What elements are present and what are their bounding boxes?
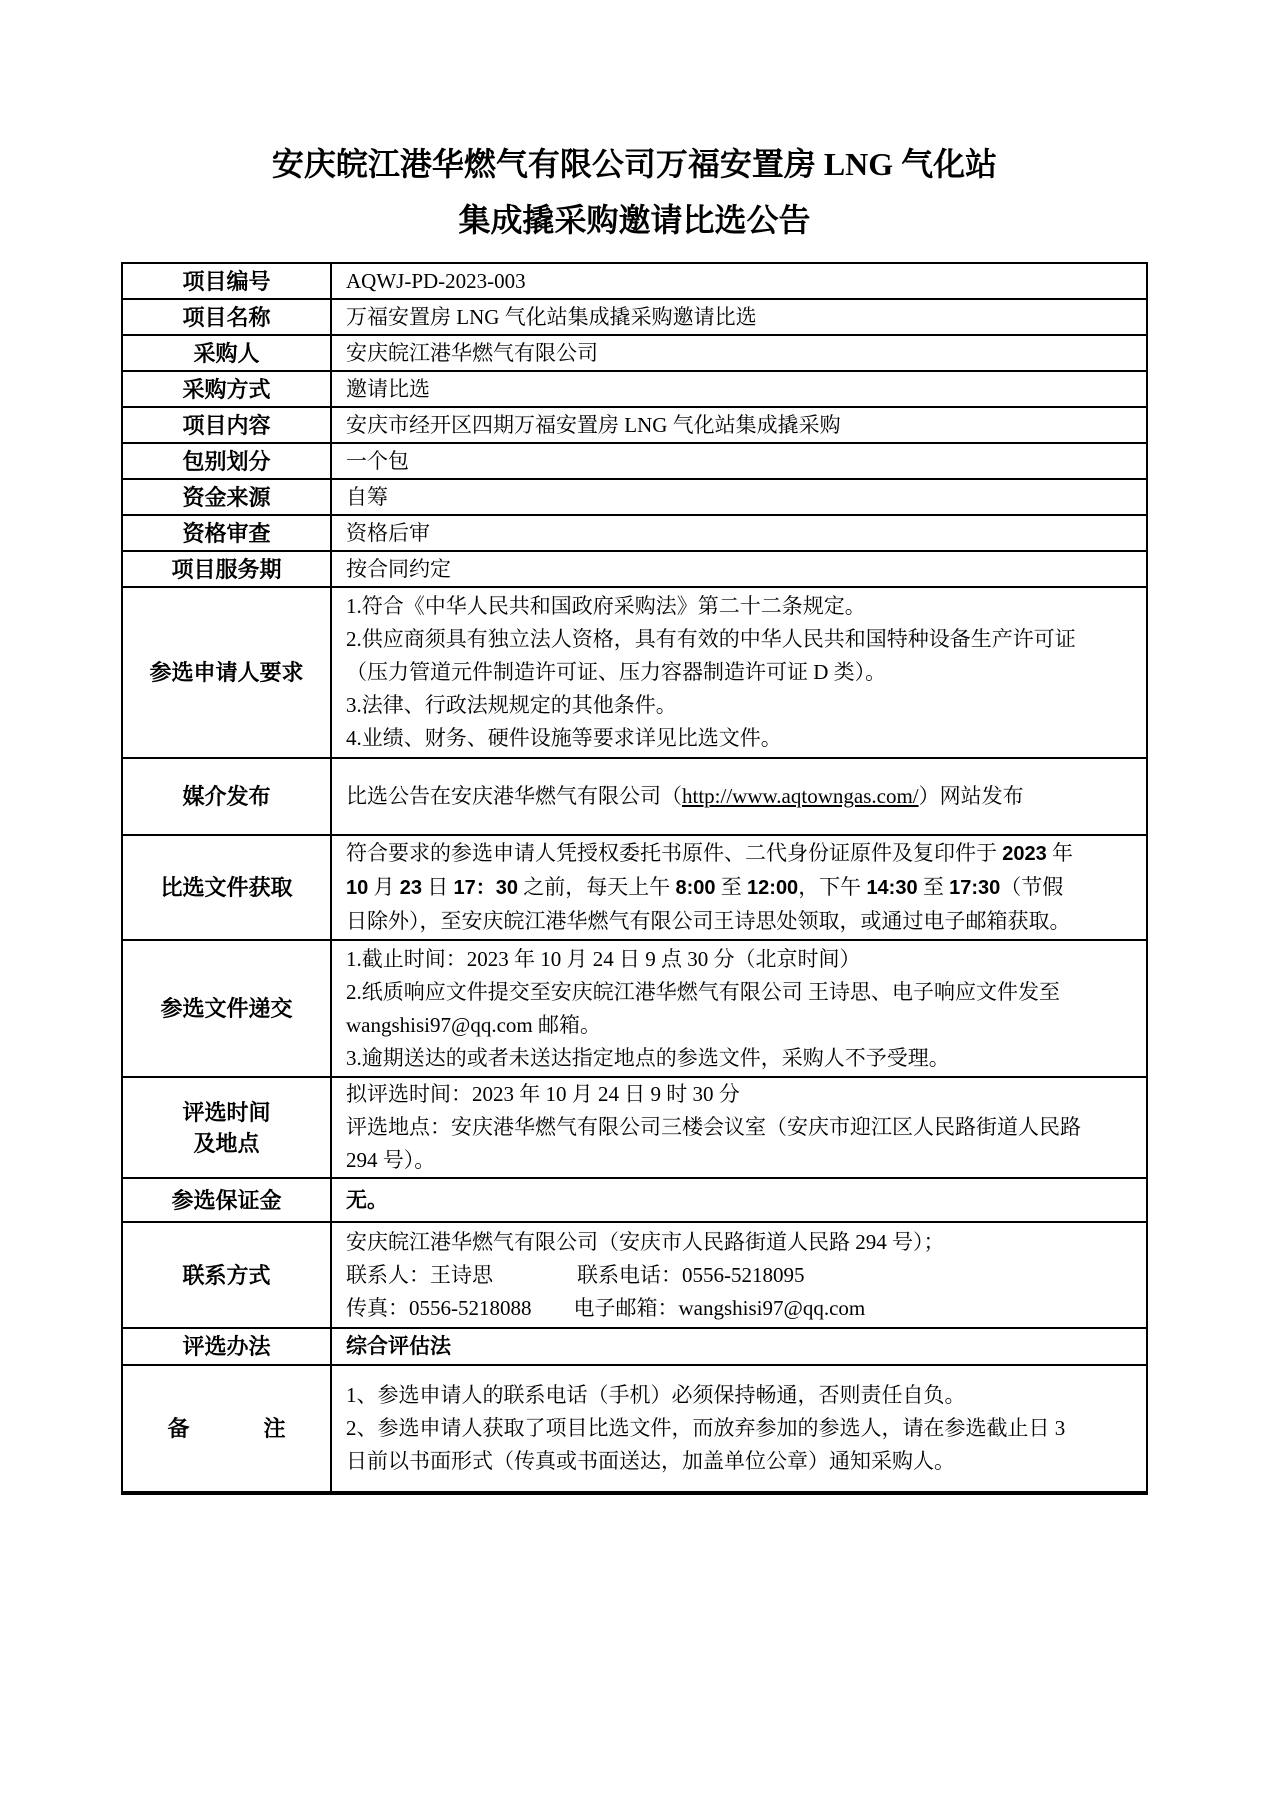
row-content <box>332 264 1146 298</box>
row-label: 参选文件递交 <box>123 941 332 1076</box>
content-line: 2、参选申请人获取了项目比选文件，而放弃参加的参选人，请在参选截止日 3 <box>346 1416 1066 1440</box>
row-label: 评选时间 及地点 <box>123 1078 332 1177</box>
row-content <box>332 480 1146 514</box>
content-line: 联系人：王诗思 联系电话：0556-5218095 <box>346 1262 805 1287</box>
row-content <box>332 408 1146 442</box>
content-line: 无。 <box>346 1187 388 1212</box>
document-title <box>121 136 1148 248</box>
row-content <box>332 1329 1146 1364</box>
row-label: 项目名称 <box>123 300 332 334</box>
content-line: 资格后审 <box>346 520 430 545</box>
content-line: 安庆皖江港华燃气有限公司 <box>346 340 598 365</box>
content-line: 3.逾期送达的或者未送达指定地点的参选文件，采购人不予受理。 <box>346 1045 950 1070</box>
row-content <box>332 372 1146 406</box>
row-content <box>332 759 1146 834</box>
table-row <box>123 300 1146 336</box>
row-content <box>332 1223 1146 1327</box>
content-line: 自筹 <box>346 484 388 509</box>
content-line: 传真：0556-5218088 电子邮箱：wangshisi97@qq.com <box>346 1295 866 1320</box>
content-line: 4.业绩、财务、硬件设施等要求详见比选文件。 <box>346 726 782 750</box>
row-content <box>332 836 1146 939</box>
table-row <box>123 336 1146 372</box>
content-line: （压力管道元件制造许可证、压力容器制造许可证 D 类）。 <box>346 660 887 684</box>
table-row <box>123 480 1146 516</box>
row-content <box>332 336 1146 370</box>
row-content <box>332 588 1146 757</box>
row-label: 比选文件获取 <box>123 836 332 939</box>
row-content <box>332 1366 1146 1491</box>
row-label: 资格审查 <box>123 516 332 550</box>
content-line: 邀请比选 <box>346 376 430 401</box>
table-row <box>123 372 1146 408</box>
content-line: 1.符合《中华人民共和国政府采购法》第二十二条规定。 <box>346 594 866 618</box>
row-label: 联系方式 <box>123 1223 332 1327</box>
table-row <box>123 516 1146 552</box>
content-line: 综合评估法 <box>346 1334 451 1358</box>
content-line: 比选公告在安庆港华燃气有限公司（http://www.aqtowngas.com/）网站发布 <box>346 784 1024 808</box>
row-label: 项目内容 <box>123 408 332 442</box>
row-content <box>332 300 1146 334</box>
notice-table <box>121 262 1148 1495</box>
table-row <box>123 444 1146 480</box>
row-label: 媒介发布 <box>123 759 332 834</box>
row-label: 项目编号 <box>123 264 332 298</box>
content-line: 评选地点：安庆港华燃气有限公司三楼会议室（安庆市迎江区人民路街道人民路 <box>346 1115 1081 1139</box>
content-line: 10 月 23 日 17：30 之前，每天上午 8:00 至 12:00，下午 14:30 至 17:30（节假 <box>346 875 1064 899</box>
content-line: 1、参选申请人的联系电话（手机）必须保持畅通，否则责任自负。 <box>346 1383 966 1407</box>
content-line: 3.法律、行政法规规定的其他条件。 <box>346 693 677 717</box>
content-line: 拟评选时间：2023 年 10 月 24 日 9 时 30 分 <box>346 1082 740 1106</box>
row-label: 采购人 <box>123 336 332 370</box>
table-row <box>123 1179 1146 1223</box>
row-label: 项目服务期 <box>123 552 332 586</box>
row-content <box>332 941 1146 1076</box>
table-row <box>123 1329 1146 1366</box>
table-row <box>123 941 1146 1078</box>
content-line: 294 号）。 <box>346 1148 436 1172</box>
content-line: 安庆皖江港华燃气有限公司（安庆市人民路街道人民路 294 号）； <box>346 1229 945 1254</box>
content-line: 一个包 <box>346 448 409 473</box>
content-line: AQWJ-PD-2023-003 <box>346 268 526 293</box>
table-row <box>123 588 1146 759</box>
row-content <box>332 1179 1146 1221</box>
row-label: 评选办法 <box>123 1329 332 1364</box>
table-row <box>123 1223 1146 1329</box>
content-line: 1.截止时间：2023 年 10 月 24 日 9 点 30 分（北京时间） <box>346 946 861 971</box>
content-line: 2.供应商须具有独立法人资格，具有有效的中华人民共和国特种设备生产许可证 <box>346 627 1076 651</box>
content-line: 安庆市经开区四期万福安置房 LNG 气化站集成撬采购 <box>346 412 841 437</box>
content-line: 日前以书面形式（传真或书面送达，加盖单位公章）通知采购人。 <box>346 1449 955 1473</box>
content-line: 符合要求的参选申请人凭授权委托书原件、二代身份证原件及复印件于 2023 年 <box>346 841 1073 865</box>
title-line-2: 集成撬采购邀请比选公告 <box>458 202 811 238</box>
table-row <box>123 1078 1146 1179</box>
row-content <box>332 444 1146 478</box>
row-content <box>332 1078 1146 1177</box>
table-row <box>123 836 1146 941</box>
row-content <box>332 516 1146 550</box>
row-label: 采购方式 <box>123 372 332 406</box>
content-line: wangshisi97@qq.com 邮箱。 <box>346 1012 601 1037</box>
title-line-1: 安庆皖江港华燃气有限公司万福安置房 LNG 气化站 <box>271 146 998 182</box>
row-label: 参选申请人要求 <box>123 588 332 757</box>
content-line: 按合同约定 <box>346 556 451 581</box>
content-line: 万福安置房 LNG 气化站集成撬采购邀请比选 <box>346 304 757 329</box>
table-row <box>123 552 1146 588</box>
table-row <box>123 408 1146 444</box>
content-line: 2.纸质响应文件提交至安庆皖江港华燃气有限公司 王诗思、电子响应文件发至 <box>346 979 1060 1004</box>
website-link[interactable]: http://www.aqtowngas.com/ <box>682 784 919 808</box>
content-line: 日除外），至安庆皖江港华燃气有限公司王诗思处领取，或通过电子邮箱获取。 <box>346 909 1071 933</box>
row-label: 参选保证金 <box>123 1179 332 1221</box>
table-row <box>123 759 1146 836</box>
row-label: 包别划分 <box>123 444 332 478</box>
table-row <box>123 1366 1146 1491</box>
table-row <box>123 264 1146 300</box>
row-content <box>332 552 1146 586</box>
row-label: 备 注 <box>123 1366 332 1491</box>
row-label: 资金来源 <box>123 480 332 514</box>
